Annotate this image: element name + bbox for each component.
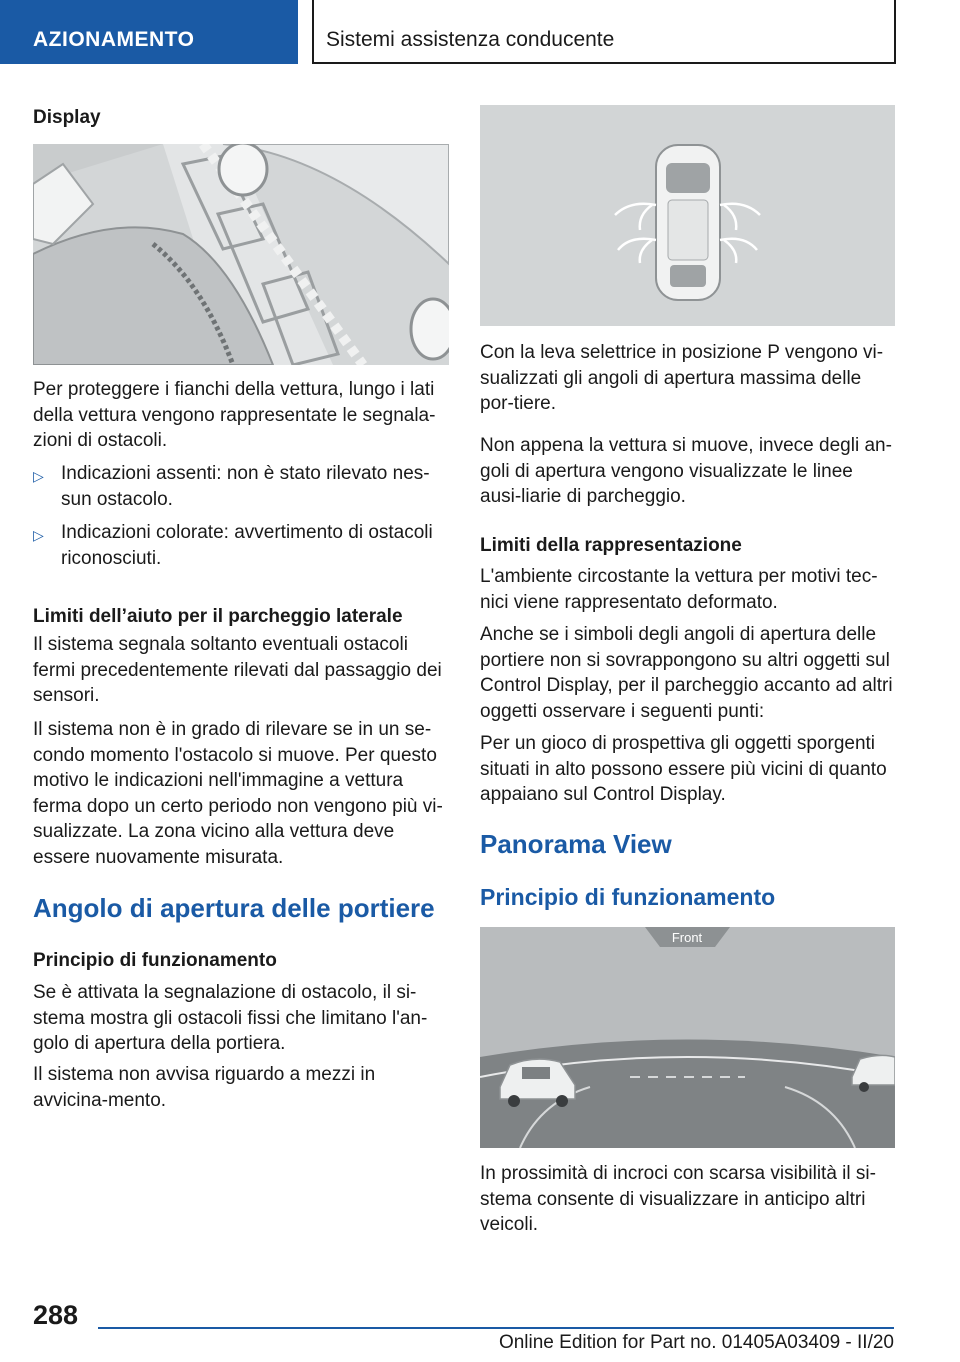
door-paragraph-1: Se è attivata la segnalazione di ostacolo, il si-stema mostra gli ostacoli fissi che limitano l'an-golo di apertura della portiera. xyxy=(33,982,428,1054)
side-limits-paragraph-2: Il sistema non è in grado di rilevare se in un se-condo momento l'ostacolo si muove. Per questo motivo le indicazioni nell'immagine a vettura ferma dopo un certo periodo non vengono più vi-sualizzate. La zona vicino alla vettura deve essere nuovamente misurata. xyxy=(33,719,443,868)
door-angle-paragraph-1: Con la leva selettrice in posizione P vengono vi-sualizzati gli angoli di apertura massima delle por-tiere. xyxy=(480,342,884,414)
car-top-view-illustration xyxy=(480,105,895,326)
side-limits-heading: Limiti dell’aiuto per il parcheggio laterale xyxy=(33,606,403,627)
representation-limits-heading: Limiti della rappresentazione xyxy=(480,535,742,556)
list-item: ▷ Indicazioni colorate: avvertimento di ostacoli riconosciuti. xyxy=(33,522,433,569)
door-angle-paragraph-2: Non appena la vettura si muove, invece degli an-goli di apertura vengono visualizzate le linee ausi-liarie di parcheggio. xyxy=(480,435,892,507)
triangle-bullet-icon: ▷ xyxy=(33,468,44,484)
panorama-figure xyxy=(480,927,895,1148)
door-paragraph-2: Il sistema non avvisa riguardo a mezzi in avvicina-mento. xyxy=(33,1064,376,1111)
indicator-list xyxy=(33,461,449,571)
panorama-paragraph: In prossimità di incroci con scarsa visibilità il si-stema consente di visualizzare in anticipo altri veicoli. xyxy=(480,1163,876,1235)
display-intro: Per proteggere i fianchi della vettura, lungo i lati della vettura vengono rappresentate le segnala-zioni di ostacoli. xyxy=(33,379,436,451)
side-parking-figure xyxy=(33,144,449,365)
section-tab: AZIONAMENTO xyxy=(0,0,298,64)
display-heading: Display xyxy=(33,107,101,128)
edition-note: Online Edition for Part no. 01405A03409 - II/20 xyxy=(498,1332,894,1353)
door-principle-heading: Principio di funzionamento xyxy=(33,950,277,971)
side-parking-illustration xyxy=(33,144,449,365)
door-angle-heading: Angolo di apertura delle portiere xyxy=(33,893,435,923)
panorama-principle-heading: Principio di funzionamento xyxy=(480,884,776,910)
door-angle-figure xyxy=(480,105,895,326)
panorama-view-illustration xyxy=(480,927,895,1148)
list-item: ▷ Indicazioni assenti: non è stato rilevato nes-sun ostacolo. xyxy=(33,463,430,510)
side-limits-paragraph-1: Il sistema segnala soltanto eventuali ostacoli fermi precedentemente rilevati dal passaggio dei sensori. xyxy=(33,634,442,706)
panorama-heading: Panorama View xyxy=(480,829,672,859)
page-number: 288 xyxy=(33,1300,79,1330)
chapter-title: Sistemi assistenza conducente xyxy=(312,0,896,64)
representation-limits-paragraph-2: Anche se i simboli degli angoli di apertura delle portiere non si sovrappongono su altri oggetti sul Control Display, per il parcheggio accanto ad altri oggetti osservare i seguenti punti: xyxy=(480,624,893,722)
representation-limits-paragraph-3: Per un gioco di prospettiva gli oggetti sporgenti situati in alto possono essere più vicini di quanto appaiano sul Control Display. xyxy=(480,733,887,805)
representation-limits-paragraph-1: L'ambiente circostante la vettura per motivi tec-nici viene rappresentato deformato. xyxy=(480,566,878,613)
front-label: Front xyxy=(671,930,703,945)
triangle-bullet-icon: ▷ xyxy=(33,527,44,543)
footer-rule xyxy=(98,1327,894,1329)
